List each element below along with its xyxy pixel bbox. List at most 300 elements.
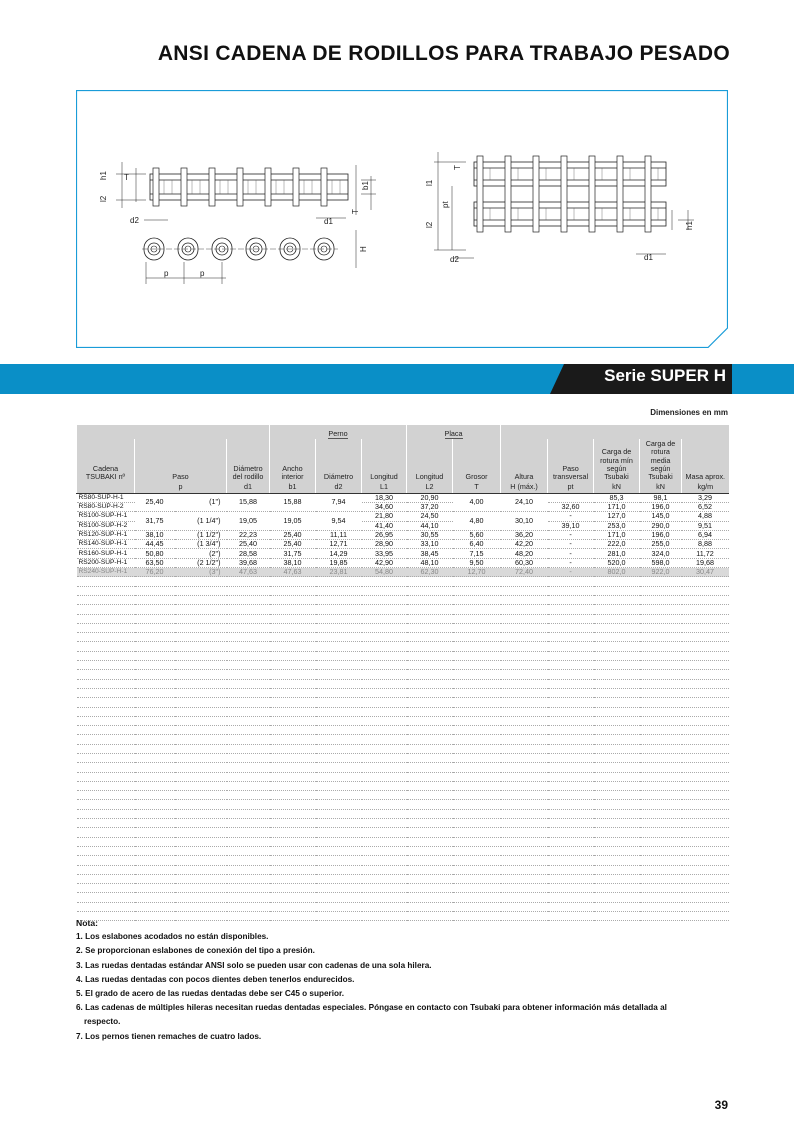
table-cell: 44,45	[135, 540, 175, 549]
table-cell	[362, 754, 407, 763]
table-cell	[453, 623, 501, 632]
table-cell	[453, 586, 501, 595]
table-cell: 290,0	[640, 521, 682, 530]
table-cell	[175, 642, 227, 651]
table-cell: 48,10	[407, 558, 453, 567]
table-cell	[270, 716, 316, 725]
label-d2-double: d2	[450, 255, 459, 264]
table-cell	[501, 754, 548, 763]
table-cell	[407, 846, 453, 855]
table-cell	[594, 595, 640, 604]
table-cell: -	[548, 549, 594, 558]
table-cell	[175, 874, 227, 883]
table-cell	[501, 893, 548, 902]
table-cell	[135, 837, 175, 846]
table-cell	[135, 763, 175, 772]
table-cell: 30,10	[501, 512, 548, 531]
table-cell: 6,94	[682, 530, 729, 539]
table-cell	[316, 781, 362, 790]
table-cell	[77, 800, 135, 809]
table-cell	[548, 633, 594, 642]
table-cell	[227, 688, 270, 697]
column-header: Ancho interior	[270, 439, 316, 482]
table-cell	[77, 577, 135, 586]
table-cell	[77, 837, 135, 846]
table-cell	[407, 623, 453, 632]
table-cell	[682, 902, 729, 911]
table-cell	[548, 726, 594, 735]
table-cell	[175, 902, 227, 911]
table-cell	[227, 586, 270, 595]
table-cell	[640, 884, 682, 893]
table-cell	[640, 707, 682, 716]
table-cell	[453, 846, 501, 855]
table-cell	[407, 735, 453, 744]
label-h1: h1	[99, 171, 108, 180]
table-cell	[594, 800, 640, 809]
column-header: Longitud	[362, 439, 407, 482]
table-cell	[135, 772, 175, 781]
table-cell	[682, 623, 729, 632]
table-cell	[77, 661, 135, 670]
table-cell	[594, 744, 640, 753]
table-cell: 20,90	[407, 493, 453, 502]
table-row-empty	[77, 754, 729, 763]
table-cell	[227, 865, 270, 874]
table-cell	[227, 791, 270, 800]
table-cell	[135, 893, 175, 902]
table-cell: 23,81	[316, 568, 362, 577]
table-cell	[640, 642, 682, 651]
table-cell	[362, 707, 407, 716]
table-row	[77, 540, 729, 549]
table-cell	[175, 586, 227, 595]
table-cell	[594, 763, 640, 772]
table-cell	[135, 819, 175, 828]
table-cell	[548, 614, 594, 623]
table-cell	[175, 754, 227, 763]
table-cell	[175, 763, 227, 772]
table-cell	[77, 707, 135, 716]
table-cell	[135, 642, 175, 651]
table-cell	[316, 809, 362, 818]
table-cell	[362, 800, 407, 809]
table-cell	[227, 614, 270, 623]
table-cell	[640, 726, 682, 735]
table-cell	[175, 828, 227, 837]
table-cell	[270, 819, 316, 828]
table-cell	[362, 781, 407, 790]
table-cell	[501, 781, 548, 790]
table-cell: 19,85	[316, 558, 362, 567]
table-cell: 50,80	[135, 549, 175, 558]
table-cell	[77, 726, 135, 735]
table-cell	[548, 586, 594, 595]
table-cell	[77, 902, 135, 911]
table-cell	[316, 698, 362, 707]
table-cell	[270, 865, 316, 874]
table-cell	[362, 837, 407, 846]
table-cell	[501, 707, 548, 716]
table-cell	[362, 633, 407, 642]
table-cell	[316, 735, 362, 744]
table-cell	[362, 874, 407, 883]
table-cell: (1")	[175, 493, 227, 512]
table-cell: 7,15	[453, 549, 501, 558]
table-cell	[362, 679, 407, 688]
table-cell	[682, 865, 729, 874]
table-cell	[407, 726, 453, 735]
table-cell	[453, 679, 501, 688]
table-cell	[501, 744, 548, 753]
table-cell: 14,29	[316, 549, 362, 558]
table-cell	[135, 651, 175, 660]
column-unit: L2	[407, 482, 453, 493]
table-cell: 196,0	[640, 502, 682, 511]
table-cell	[640, 661, 682, 670]
table-cell	[640, 856, 682, 865]
table-cell	[594, 865, 640, 874]
table-cell	[640, 586, 682, 595]
table-cell	[594, 781, 640, 790]
table-row-empty	[77, 661, 729, 670]
table-cell: 255,0	[640, 540, 682, 549]
table-cell	[407, 772, 453, 781]
table-cell	[407, 716, 453, 725]
table-cell: 6,40	[453, 540, 501, 549]
table-cell: 520,0	[594, 558, 640, 567]
table-cell	[316, 716, 362, 725]
table-cell	[453, 837, 501, 846]
table-cell	[407, 577, 453, 586]
table-cell	[407, 874, 453, 883]
table-cell	[594, 586, 640, 595]
table-cell	[77, 642, 135, 651]
table-cell: 60,30	[501, 558, 548, 567]
table-cell	[548, 846, 594, 855]
table-cell	[362, 735, 407, 744]
table-cell	[407, 633, 453, 642]
table-cell	[316, 837, 362, 846]
table-cell: 25,40	[135, 493, 175, 512]
table-cell	[501, 846, 548, 855]
note-item: 2. Se proporcionan eslabones de conexión del tipo a presión.	[76, 946, 315, 956]
table-cell	[270, 800, 316, 809]
table-cell	[594, 577, 640, 586]
table-cell	[77, 716, 135, 725]
table-cell	[175, 661, 227, 670]
table-cell	[362, 902, 407, 911]
table-cell	[77, 884, 135, 893]
table-cell	[77, 874, 135, 883]
table-cell	[316, 856, 362, 865]
table-row-empty	[77, 688, 729, 697]
table-cell	[453, 809, 501, 818]
table-cell	[362, 772, 407, 781]
table-cell: 171,0	[594, 502, 640, 511]
table-cell	[594, 642, 640, 651]
table-cell	[77, 586, 135, 595]
table-cell	[453, 670, 501, 679]
table-cell	[316, 642, 362, 651]
table-cell: (1 1/2")	[175, 530, 227, 539]
table-row-empty	[77, 577, 729, 586]
table-cell	[594, 670, 640, 679]
table-cell	[594, 735, 640, 744]
table-cell: 32,60	[548, 502, 594, 511]
table-row-empty	[77, 837, 729, 846]
table-cell	[407, 679, 453, 688]
table-cell	[227, 809, 270, 818]
table-cell	[594, 651, 640, 660]
table-cell	[362, 661, 407, 670]
table-cell	[362, 595, 407, 604]
table-cell	[316, 772, 362, 781]
table-cell: 30,47	[682, 568, 729, 577]
table-cell	[362, 828, 407, 837]
table-cell	[316, 884, 362, 893]
table-cell	[453, 614, 501, 623]
table-cell	[362, 623, 407, 632]
table-row	[77, 549, 729, 558]
table-cell	[227, 633, 270, 642]
table-cell	[270, 679, 316, 688]
table-cell	[135, 781, 175, 790]
table-cell: 38,45	[407, 549, 453, 558]
table-cell: 4,00	[453, 493, 501, 512]
column-unit: p	[135, 482, 227, 493]
table-cell	[227, 874, 270, 883]
table-cell	[175, 605, 227, 614]
table-cell	[594, 661, 640, 670]
table-cell	[682, 772, 729, 781]
table-cell	[594, 884, 640, 893]
column-unit: d1	[227, 482, 270, 493]
table-cell	[175, 698, 227, 707]
table-cell	[135, 586, 175, 595]
column-header: Cadena TSUBAKI nº	[77, 439, 135, 482]
table-cell: 25,40	[227, 540, 270, 549]
table-cell	[227, 819, 270, 828]
table-cell	[77, 651, 135, 660]
table-cell	[77, 754, 135, 763]
table-cell	[362, 791, 407, 800]
note-item: 4. Las ruedas dentadas con pocos dientes deben tenerlos endurecidos.	[76, 974, 355, 984]
note-item: 5. El grado de acero de las ruedas dentadas debe ser C45 o superior.	[76, 989, 345, 999]
dimensions-table	[76, 425, 729, 921]
table-cell	[548, 837, 594, 846]
table-cell	[548, 791, 594, 800]
table-cell	[640, 623, 682, 632]
table-cell: 76,20	[135, 568, 175, 577]
column-unit: pt	[548, 482, 594, 493]
table-cell: (2")	[175, 549, 227, 558]
column-header: Paso	[135, 439, 227, 482]
table-cell	[407, 707, 453, 716]
table-row-empty	[77, 865, 729, 874]
table-cell: 42,20	[501, 540, 548, 549]
table-cell	[548, 902, 594, 911]
table-cell	[77, 633, 135, 642]
table-cell	[77, 791, 135, 800]
table-cell	[316, 577, 362, 586]
table-cell	[548, 809, 594, 818]
table-cell	[640, 893, 682, 902]
table-cell	[640, 791, 682, 800]
table-cell	[227, 828, 270, 837]
table-cell: 11,11	[316, 530, 362, 539]
table-cell	[594, 819, 640, 828]
table-cell: 54,80	[362, 568, 407, 577]
table-cell	[453, 744, 501, 753]
column-header: Grosor	[453, 439, 501, 482]
table-cell	[77, 614, 135, 623]
table-cell	[77, 828, 135, 837]
table-cell	[135, 679, 175, 688]
table-cell	[453, 884, 501, 893]
table-cell	[640, 735, 682, 744]
table-cell	[682, 642, 729, 651]
table-cell	[227, 856, 270, 865]
table-cell: 3,29	[682, 493, 729, 502]
table-row-empty	[77, 735, 729, 744]
table-cell	[682, 828, 729, 837]
table-cell	[175, 744, 227, 753]
table-cell	[453, 726, 501, 735]
table-cell	[640, 846, 682, 855]
table-cell	[227, 670, 270, 679]
table-cell	[362, 651, 407, 660]
table-cell	[362, 586, 407, 595]
table-cell: 31,75	[135, 512, 175, 531]
table-row-empty	[77, 884, 729, 893]
label-d1-double: d1	[644, 253, 653, 262]
table-cell	[77, 819, 135, 828]
table-cell	[548, 828, 594, 837]
label-h1-double: h1	[685, 221, 694, 230]
table-cell	[77, 735, 135, 744]
table-cell: 72,40	[501, 568, 548, 577]
table-cell	[407, 809, 453, 818]
column-unit: H (máx.)	[501, 482, 548, 493]
table-cell	[682, 846, 729, 855]
table-cell	[453, 763, 501, 772]
table-cell	[362, 856, 407, 865]
table-cell: 8,88	[682, 540, 729, 549]
table-cell	[501, 614, 548, 623]
table-cell	[77, 670, 135, 679]
table-cell	[453, 781, 501, 790]
table-cell	[501, 819, 548, 828]
table-cell: 48,20	[501, 549, 548, 558]
table-cell	[77, 688, 135, 697]
table-row-empty	[77, 846, 729, 855]
table-cell	[135, 661, 175, 670]
table-cell	[682, 763, 729, 772]
table-cell	[227, 595, 270, 604]
table-cell	[594, 716, 640, 725]
table-cell	[453, 716, 501, 725]
table-cell	[227, 716, 270, 725]
table-cell	[270, 577, 316, 586]
table-cell	[407, 651, 453, 660]
table-cell	[407, 893, 453, 902]
table-cell: 9,54	[316, 512, 362, 531]
table-cell	[594, 791, 640, 800]
table-cell: 31,75	[270, 549, 316, 558]
table-cell	[175, 791, 227, 800]
table-cell	[362, 614, 407, 623]
table-cell	[227, 744, 270, 753]
table-cell	[270, 605, 316, 614]
table-cell	[227, 902, 270, 911]
table-row-empty	[77, 633, 729, 642]
table-cell: 36,20	[501, 530, 548, 539]
table-cell: 12,71	[316, 540, 362, 549]
table-cell	[135, 577, 175, 586]
table-cell	[453, 865, 501, 874]
table-cell: 21,80	[362, 512, 407, 521]
table-cell	[175, 670, 227, 679]
table-cell: 22,23	[227, 530, 270, 539]
table-cell	[501, 642, 548, 651]
table-cell	[682, 735, 729, 744]
table-cell: 41,40	[362, 521, 407, 530]
table-cell	[316, 633, 362, 642]
table-cell	[501, 865, 548, 874]
table-row-empty	[77, 819, 729, 828]
table-cell: 15,88	[270, 493, 316, 512]
table-cell	[548, 661, 594, 670]
table-cell: 25,40	[270, 540, 316, 549]
table-cell	[640, 772, 682, 781]
table-cell	[227, 846, 270, 855]
table-cell	[175, 688, 227, 697]
column-unit: b1	[270, 482, 316, 493]
table-cell	[548, 605, 594, 614]
table-cell	[270, 809, 316, 818]
table-cell	[682, 633, 729, 642]
page-title: ANSI CADENA DE RODILLOS PARA TRABAJO PESADO	[157, 42, 730, 65]
table-cell	[362, 809, 407, 818]
note-item: 1. Los eslabones acodados no están disponibles.	[76, 932, 269, 942]
table-cell	[175, 651, 227, 660]
table-cell	[407, 884, 453, 893]
table-cell	[682, 651, 729, 660]
table-cell: (2 1/2")	[175, 558, 227, 567]
label-pt: pt	[441, 201, 450, 208]
table-cell: -	[548, 558, 594, 567]
table-cell: 62,30	[407, 568, 453, 577]
table-cell: RS120-SUP-H-1	[77, 530, 135, 539]
column-unit: T	[453, 482, 501, 493]
table-cell	[135, 716, 175, 725]
table-cell	[362, 865, 407, 874]
table-cell	[453, 651, 501, 660]
table-row	[77, 558, 729, 567]
label-d1: d1	[324, 217, 333, 226]
table-cell	[316, 828, 362, 837]
table-cell	[270, 837, 316, 846]
table-cell	[594, 809, 640, 818]
table-cell	[270, 698, 316, 707]
table-cell	[135, 865, 175, 874]
table-cell	[316, 763, 362, 772]
table-cell: 34,60	[362, 502, 407, 511]
table-cell	[548, 716, 594, 725]
table-cell	[501, 595, 548, 604]
table-cell	[362, 726, 407, 735]
